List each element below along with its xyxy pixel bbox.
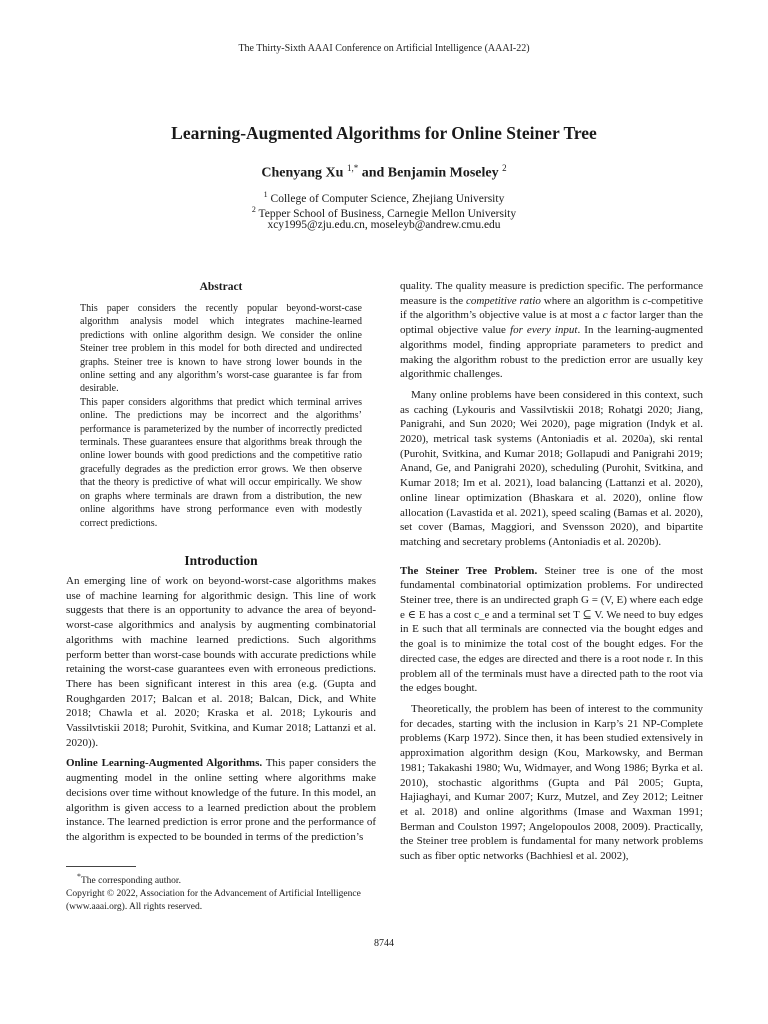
author-1-marks: 1,* [346,163,359,173]
affiliation-2-mark: 2 [251,205,256,214]
paragraph-heading-steiner: The Steiner Tree Problem. [400,564,538,577]
right-p1-a: quality. The quality measure is prediction specific. The performance measure is the [400,280,703,307]
copyright-notice: Copyright © 2022, Association for the Advancement of Artificial Intelligence (www.aaai.org). All rights reserved. [66,889,361,913]
abstract-paragraph-1: This paper considers the recently popular beyond-worst-case algorithm analysis model which integrates machine-learned predictions with online algorithm design. We consider the online Steiner tree problem in this model for both directed and undirected graphs. Steiner tree is known to have strong lower bounds in the online setting and any algorithm’s worst-case guarantee is far from desirable. [80,303,362,395]
abstract-heading: Abstract [199,281,243,293]
footnote [66,870,376,914]
right-p1-b: where an algorithm is [543,294,640,307]
introduction-paragraph-2-text: This paper considers the augmenting model in the online setting where algorithms make decisions over time without knowledge of the future. In this model, an algorithm is given access to a learned prediction about the problem instance. The learned prediction is error prone and the performance of the algorithm is expected to be bounded in terms of the prediction’s [66,757,376,843]
var-c-2: c [602,309,608,322]
introduction-paragraph-2 [66,756,376,844]
affiliation-1-mark: 1 [263,190,268,199]
right-paragraph-3-text: Steiner tree is one of the most fundamental combinatorial optimization problems. For undirected Steiner tree, there is an undirected graph G = (V, E) where each edge e ∈ E has a cost c_e and a terminal set T ⊆ V. We need to buy edges in E such that all terminals are connected via the bought edges and the goal is to minimize the total cost of the bought edges. For the directed case, the edges are directed and there is a root node r. In this problem all of the terminals must have a directed path to the root via the edges bought. [400,564,704,695]
var-c: c [642,294,648,307]
introduction-body [66,574,376,845]
affiliation-2-text: Tepper School of Business, Carnegie Mellon University [258,207,517,220]
author-emails: xcy1995@zju.edu.cn, moseleyb@andrew.cmu.edu [267,219,501,231]
introduction-heading: Introduction [184,553,258,568]
author-line [0,163,768,182]
right-paragraph-3 [400,564,703,696]
right-paragraph-4: Theoretically, the problem has been of interest to the community for decades, starting with the inclusion in Karp’s 21 NP-Complete problems (Karp 1972). Since then, it has been studied extensively in approximation algorithm design (Kou, Markowsky, and Berman 1981; Takakashi 1980; Wu, Widmayer, and Wong 1986; Byrka et al. 2010), stochastic algorithms (Gupta and Pál 2005; Gupta, Hajiaghayi, and Kumar 2007; Kurz, Mutzel, and Zey 2012; Leitner et al. 2018) and online algorithms (Imase and Waxman 1991; Berman and Coulston 1997; Angelopoulos 2008, 2009). Practically, the Steiner tree problem is fundamental for many network problems such as fiber optic networks (Bachhiesl et al. 2002), [400,702,703,863]
footnote-rule [66,866,136,867]
right-p1-c: -competitive if the algorithm’s objective value is at most a [400,294,704,322]
abstract-body [80,302,362,530]
abstract-paragraph-2: This paper considers algorithms that predict which terminal arrives online. The predictions may be incorrect and the algorithms’ performance is parameterized by the number of incorrectly predicted terminals. These guarantees ensure that algorithms break through the online lower bounds with good predictions and the competitive ratio gracefully degrades as the prediction error grows. We then observe that the theory is predictive of what will occur empirically. We show on graphs where terminals are drawn from a distribution, the new online algorithms have strong performance even with modestly correct predictions. [80,396,362,529]
introduction-paragraph-1: An emerging line of work on beyond-worst-case algorithms makes use of machine learning for algorithmic design. This line of work suggests that there is an opportunity to advance the area of beyond-worst-case algorithmics and analysis by augmenting combinatorial algorithms with machine learned predictions. Such algorithms perform better than worst-case bounds with accurate predictions while retaining the worst-case guarantees even with erroneous predictions. There has been significant interest in this area (e.g. (Gupta and Roughgarden 2017; Balcan et al. 2018; Balcan, Dick, and White 2018; Chawla et al. 2020; Kraska et al. 2018; Lykouris and Vassilvtiskii 2018; Purohit, Svitkina, and Kumar 2018; Lattanzi et al. 2020)). [66,575,376,749]
footnote-corresponding [66,870,376,888]
right-paragraph-2: Many online problems have been considered in this context, such as caching (Lykouris and Vassilvtiskii 2018; Rohatgi 2020; Jiang, Panigrahi, and Sun 2020; Wei 2020), page migration (Indyk et al. 2020), metrical task systems (Antoniadis et al. 2020a), ski rental (Purohit, Svitkina, and Kumar 2018; Gollapudi and Panigrahi 2019; Anand, Ge, and Panigrahi 2020), scheduling (Purohit, Svitkina, and Kumar 2018; Im et al. 2021), load balancing (Lattanzi et al. 2020), online linear optimization (Bhaskara et al. 2020), online flow allocation (Lavastida et al. 2021), speed scaling (Bamas et al. 2020), set cover (Bamas, Maggiori, and Svensson 2020), and bipartite matching and secretary problems (Antoniadis et al. 2020b). [400,388,703,548]
term-competitive-ratio: competitive ratio [465,294,541,307]
paragraph-heading-online: Online Learning-Augmented Algorithms. [66,757,263,770]
author-conjunction: and [361,165,385,181]
author-2-marks: 2 [502,163,507,173]
affiliation-1-text: College of Computer Science, Zhejiang University [270,192,505,205]
right-paragraph-1 [400,279,703,382]
right-p1-d: factor larger than the optimal objective value [400,309,704,337]
conference-header: The Thirty-Sixth AAAI Conference on Artificial Intelligence (AAAI-22) [238,43,530,54]
paper-title: Learning-Augmented Algorithms for Online Steiner Tree [171,123,597,143]
footnote-mark: * [77,872,81,881]
right-column [400,279,703,864]
right-p1-e: . In the learning-augmented algorithms model, finding appropriate parameters to predict and making the algorithm robust to the prediction error are usually key algorithmic challenges. [400,324,704,381]
author-1: Chenyang Xu [261,165,344,181]
author-2: Benjamin Moseley [387,165,499,181]
term-for-every-input: for every input [510,324,578,337]
footnote-text: The corresponding author. [80,876,181,887]
page-number: 8744 [374,938,394,949]
